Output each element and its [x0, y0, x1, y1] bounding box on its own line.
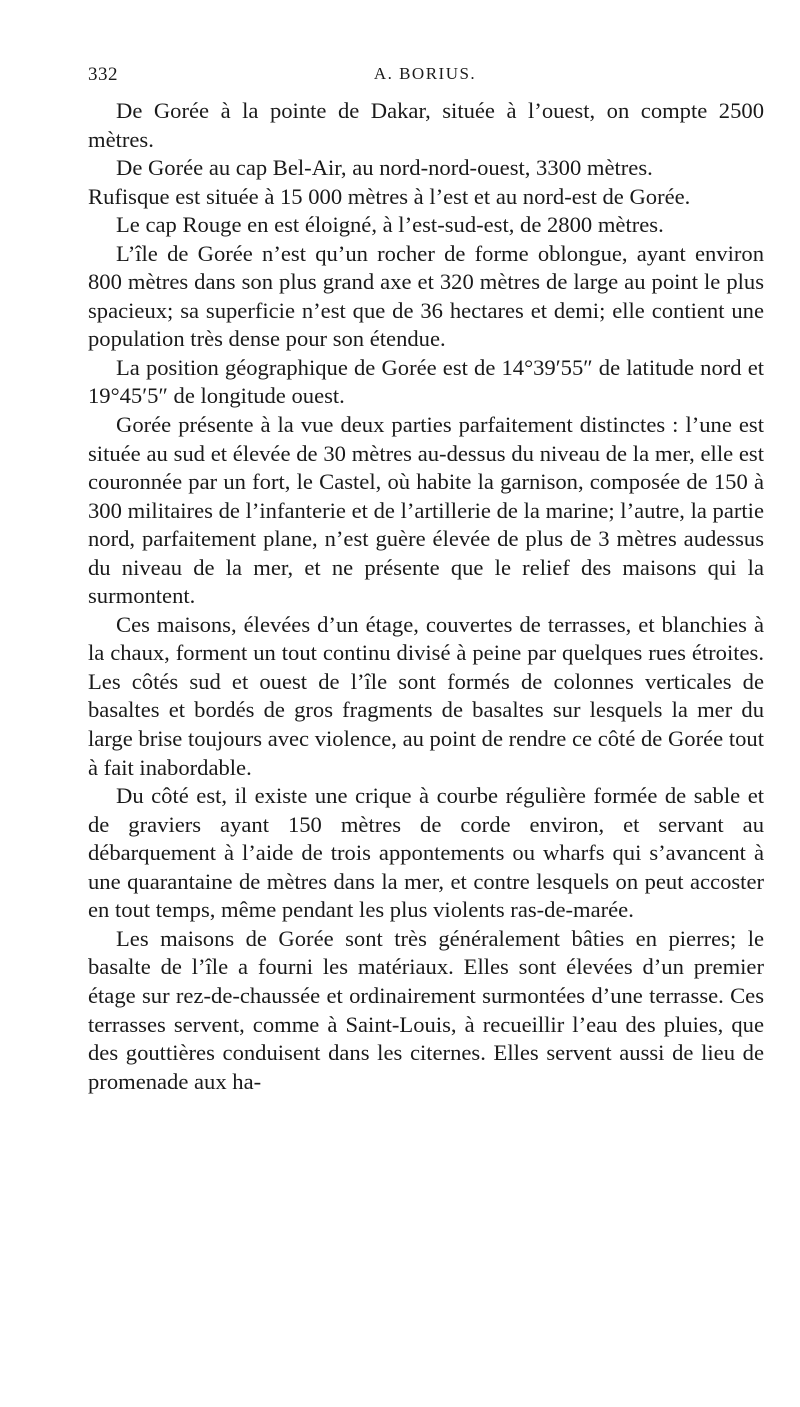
page-number: 332 [88, 64, 118, 85]
paragraph-island-description: L’île de Gorée n’est qu’un rocher de forme oblongue, ayant environ 800 mètres dans son plus grand axe et 320 mètres de large au point le plus spacieux; sa superficie n’est que de 36 hectares et demi; elle contient une population très dense pour son étendue. [88, 240, 764, 352]
paragraph-geographic-position: La position géographique de Gorée est de 14°39′55″ de latitude nord et 19°45′5″ de longitude ouest. [88, 354, 764, 409]
running-head [88, 64, 762, 94]
body-text [88, 97, 764, 1096]
paragraph-cap-bel-air: De Gorée au cap Bel-Air, au nord-nord-ouest, 3300 mètres. [116, 155, 653, 181]
paragraph-dakar-distance: De Gorée à la pointe de Dakar, située à l’ouest, on compte 2500 mètres. [88, 98, 764, 152]
paragraph-houses-and-coast: Ces maisons, élevées d’un étage, couvertes de terrasses, et blanchies à la chaux, forment un tout continu divisé à peine par quelques rues étroites. Les côtés sud et ouest de l’île sont formés de colonnes verticales de basaltes et bordés de gros fragments de basaltes sur lesquels la mer du large brise toujours avec violence, au point de rendre ce côté de Gorée tout à fait inabordable. [88, 611, 764, 780]
author-header: A. BORIUS. [373, 64, 477, 83]
paragraph-east-side: Du côté est, il existe une crique à courbe régulière formée de sable et de graviers ayant 150 mètres de corde environ, et servant au débarquement à l’aide de trois appontements ou wharfs qui s’avancent à une quarantaine de mètres dans la mer, et contre lesquels on peut accoster en tout temps, même pendant les plus violents ras-de-marée. [88, 783, 764, 923]
paragraph-rufisque: Rufisque est située à 15 000 mètres à l’est et au nord-est de Gorée. [88, 183, 691, 209]
paragraph-cap-rouge: Le cap Rouge en est éloigné, à l’est-sud-est, de 2800 mètres. [116, 212, 664, 238]
paragraph-two-parts: Gorée présente à la vue deux parties parfaitement distinctes : l’une est située au sud et élevée de 30 mètres au-dessus du niveau de la mer, elle est couronnée par un fort, le Castel, où habite la garnison, composée de 150 à 300 militaires de l’infanterie et de l’artillerie de la marine; l’autre, la partie nord, parfaitement plane, n’est guère élevée de plus de 3 mètres audessus du niveau de la mer, et ne présente que le relief des maisons qui la surmontent. [88, 412, 764, 609]
paragraph-building-materials: Les maisons de Gorée sont très généralement bâties en pierres; le basalte de l’île a fourni les matériaux. Elles sont élevées d’un premier étage sur rez-de-chaussée et ordinairement surmontées d’une terrasse. Ces terrasses servent, comme à Saint-Louis, à recueillir l’eau des pluies, que des gouttières conduisent dans les citernes. Elles servent aussi de lieu de promenade aux ha- [88, 925, 764, 1094]
